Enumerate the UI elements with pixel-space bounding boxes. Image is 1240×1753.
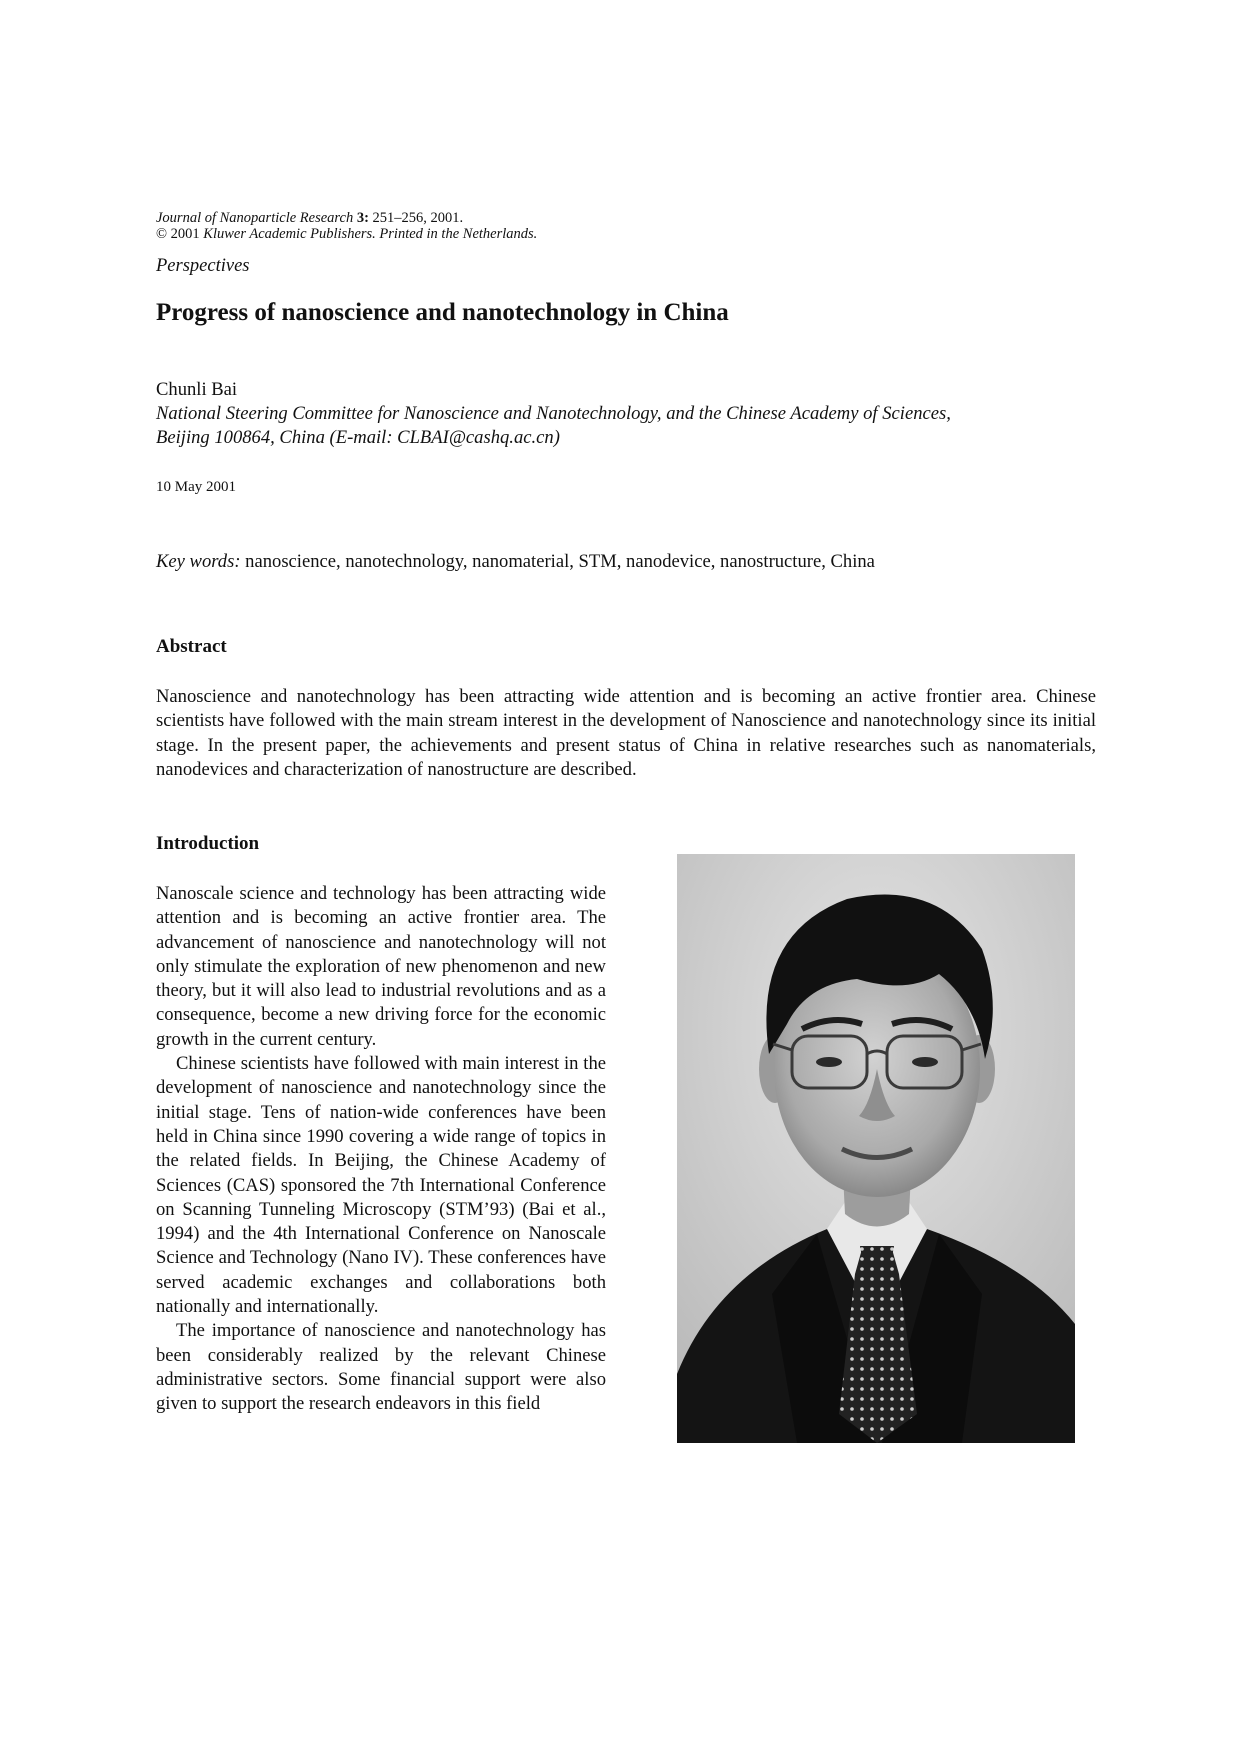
journal-volume: 3: (356, 210, 369, 226)
author-portrait-image (677, 854, 1075, 1443)
author-affiliation-line1: National Steering Committee for Nanoscience and Nanotechnology, and the Chinese Academy of Sciences, (156, 403, 951, 424)
abstract-text: Nanoscience and nanotechnology has been attracting wide attention and is becoming an active frontier area. Chinese scientists have followed with the main stream interest in the development of Nanoscience and nanotechnology since its initial stage. In the present paper, the achievements and present status of China in relative researches such as nanomaterials, nanodevices and characterization of nanostructure are described. (156, 686, 1096, 780)
introduction-heading: Introduction (156, 833, 260, 854)
abstract-heading: Abstract (156, 636, 227, 657)
journal-citation (156, 211, 463, 226)
keywords-label: Key words: (156, 551, 241, 572)
publisher: Kluwer Academic Publishers. Printed in the Netherlands. (203, 226, 538, 242)
keywords (156, 550, 875, 574)
received-date: 10 May 2001 (156, 479, 236, 495)
copyright-symbol: © 2001 (156, 226, 204, 242)
author-name: Chunli Bai (156, 379, 238, 400)
paper-title: Progress of nanoscience and nanotechnology in China (156, 299, 729, 326)
intro-paragraph-3: The importance of nanoscience and nanotechnology has been considerably realized by the relevant Chinese administrative sectors. Some financial support were also given to support the research endeavors in this field (156, 1320, 606, 1415)
intro-paragraph-2: Chinese scientists have followed with main interest in the development of nanoscience and nanotechnology since the initial stage. Tens of nation-wide conferences have been held in China since 1990 covering a wide range of topics in the related fields. In Beijing, the Chinese Academy of Sciences (CAS) sponsored the 7th International Conference on Scanning Tunneling Microscopy (STM’93) (Bai et al., 1994) and the 4th International Conference on Nanoscale Science and Technology (Nano IV). These conferences have served academic exchanges and collaborations both nationally and internationally. (156, 1053, 606, 1318)
author-affiliation-line2: Beijing 100864, China (E-mail: CLBAI@cashq.ac.cn) (156, 427, 560, 448)
journal-pages-year: 251–256, 2001. (368, 210, 464, 226)
journal-name: Journal of Nanoparticle Research (156, 210, 354, 226)
author-portrait (677, 854, 1075, 1443)
section-label: Perspectives (156, 256, 250, 276)
intro-paragraph-1: Nanoscale science and technology has been attracting wide attention and is becoming an active frontier area. The advancement of nanoscience and nanotechnology will not only stimulate the exploration of new phenomenon and new theory, but it will also lead to industrial revolutions and as a consequence, become a new driving force for the economic growth in the current century. (156, 883, 606, 1050)
keywords-text: nanoscience, nanotechnology, nanomaterial, STM, nanodevice, nanostructure, China (240, 551, 875, 572)
introduction-column (156, 882, 606, 1417)
copyright-line (156, 227, 537, 242)
